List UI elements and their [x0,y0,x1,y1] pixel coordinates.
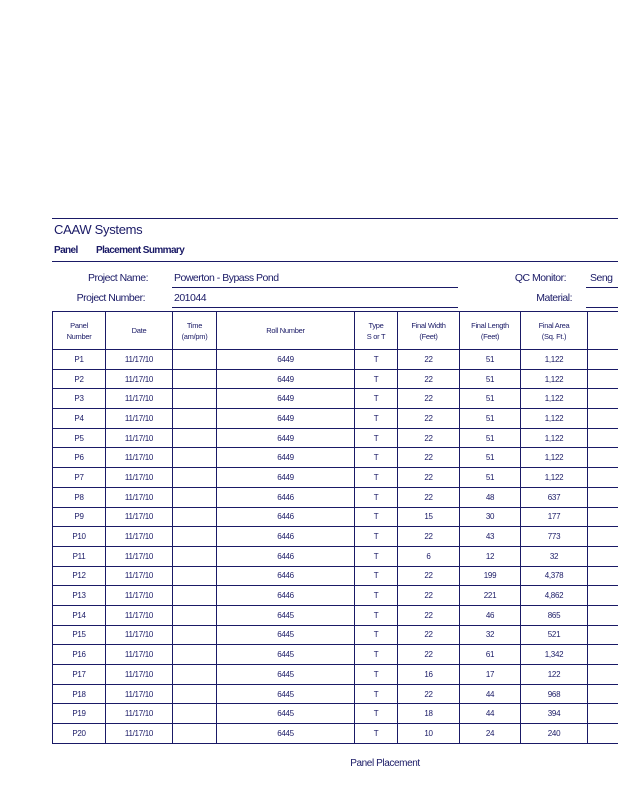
cell-extra [588,586,618,606]
cell-type: T [355,487,398,507]
cell-final-area: 1,122 [521,350,588,370]
cell-time [173,724,217,744]
table-row [53,724,618,744]
report-title [54,245,184,256]
cell-panel-number: P4 [53,409,106,429]
cell-type: T [355,389,398,409]
cell-final-width: 22 [398,350,460,370]
cell-date: 11/17/10 [106,507,173,527]
cell-time [173,625,217,645]
cell-time [173,704,217,724]
cell-final-area: 1,122 [521,428,588,448]
cell-roll-number: 6449 [217,468,355,488]
table-row [53,684,618,704]
cell-type: T [355,527,398,547]
cell-time [173,350,217,370]
cell-final-width: 22 [398,605,460,625]
cell-type: T [355,566,398,586]
cell-final-width: 22 [398,566,460,586]
cell-final-area: 773 [521,527,588,547]
cell-extra [588,566,618,586]
cell-type: T [355,605,398,625]
cell-roll-number: 6445 [217,605,355,625]
cell-time [173,428,217,448]
cell-time [173,468,217,488]
table-row [53,645,618,665]
cell-type: T [355,468,398,488]
column-header-final-width: Final Width (Feet) [398,312,460,350]
cell-extra [588,409,618,429]
cell-date: 11/17/10 [106,704,173,724]
cell-roll-number: 6446 [217,586,355,606]
cell-panel-number: P18 [53,684,106,704]
cell-date: 11/17/10 [106,468,173,488]
cell-date: 11/17/10 [106,625,173,645]
cell-final-length: 51 [460,409,521,429]
cell-panel-number: P10 [53,527,106,547]
project-number-underline [172,307,458,308]
cell-roll-number: 6446 [217,527,355,547]
column-header-final-length: Final Length (Feet) [460,312,521,350]
cell-date: 11/17/10 [106,586,173,606]
material-underline [586,307,618,308]
cell-panel-number: P5 [53,428,106,448]
cell-panel-number: P1 [53,350,106,370]
cell-final-area: 1,342 [521,645,588,665]
cell-time [173,586,217,606]
cell-panel-number: P20 [53,724,106,744]
qc-monitor-label: QC Monitor: [514,272,566,284]
cell-time [173,566,217,586]
title-divider [52,261,618,262]
cell-time [173,507,217,527]
project-number-label: Project Number: [76,292,145,304]
cell-date: 11/17/10 [106,369,173,389]
cell-final-length: 51 [460,468,521,488]
cell-type: T [355,724,398,744]
cell-final-area: 1,122 [521,389,588,409]
cell-roll-number: 6449 [217,448,355,468]
cell-date: 11/17/10 [106,724,173,744]
cell-final-width: 22 [398,684,460,704]
table-row [53,389,618,409]
cell-date: 11/17/10 [106,645,173,665]
table-row [53,369,618,389]
cell-final-width: 22 [398,389,460,409]
cell-final-area: 177 [521,507,588,527]
cell-final-area: 521 [521,625,588,645]
cell-roll-number: 6446 [217,487,355,507]
report-title-part2: Placement Summary [96,245,185,256]
column-header-date: Date [106,312,173,350]
cell-final-area: 240 [521,724,588,744]
report-title-part1: Panel [54,245,78,256]
table-body [53,350,618,744]
cell-extra [588,645,618,665]
cell-time [173,389,217,409]
cell-type: T [355,645,398,665]
cell-time [173,487,217,507]
qc-monitor-value: Seng [590,272,613,284]
cell-extra [588,625,618,645]
cell-date: 11/17/10 [106,605,173,625]
cell-type: T [355,665,398,685]
table-row [53,625,618,645]
cell-final-area: 865 [521,605,588,625]
cell-final-length: 17 [460,665,521,685]
cell-final-length: 46 [460,605,521,625]
cell-panel-number: P9 [53,507,106,527]
cell-time [173,409,217,429]
cell-final-area: 1,122 [521,409,588,429]
cell-final-area: 637 [521,487,588,507]
cell-final-length: 51 [460,428,521,448]
top-divider [52,218,618,219]
cell-time [173,448,217,468]
cell-panel-number: P8 [53,487,106,507]
table-row [53,546,618,566]
cell-type: T [355,448,398,468]
cell-roll-number: 6445 [217,684,355,704]
cell-final-width: 22 [398,625,460,645]
table-row [53,507,618,527]
cell-extra [588,665,618,685]
cell-panel-number: P19 [53,704,106,724]
cell-final-area: 122 [521,665,588,685]
cell-time [173,369,217,389]
cell-roll-number: 6449 [217,389,355,409]
project-number-value: 201044 [174,292,207,304]
cell-panel-number: P14 [53,605,106,625]
cell-type: T [355,546,398,566]
cell-type: T [355,625,398,645]
company-name: CAAW Systems [54,222,143,237]
cell-final-width: 10 [398,724,460,744]
cell-panel-number: P3 [53,389,106,409]
cell-type: T [355,409,398,429]
cell-roll-number: 6449 [217,409,355,429]
cell-extra [588,350,618,370]
cell-roll-number: 6445 [217,724,355,744]
cell-time [173,546,217,566]
column-header-time: Time (am/pm) [173,312,217,350]
table-row [53,605,618,625]
cell-roll-number: 6445 [217,645,355,665]
cell-final-length: 12 [460,546,521,566]
cell-time [173,684,217,704]
cell-final-area: 1,122 [521,369,588,389]
cell-extra [588,507,618,527]
cell-type: T [355,428,398,448]
cell-date: 11/17/10 [106,350,173,370]
cell-panel-number: P16 [53,645,106,665]
cell-panel-number: P2 [53,369,106,389]
cell-final-width: 18 [398,704,460,724]
table-row [53,566,618,586]
cell-panel-number: P12 [53,566,106,586]
cell-final-area: 4,862 [521,586,588,606]
column-header-type: Type S or T [355,312,398,350]
cell-extra [588,527,618,547]
project-name-label: Project Name: [87,272,148,284]
cell-final-length: 61 [460,645,521,665]
cell-final-area: 394 [521,704,588,724]
table-row [53,350,618,370]
cell-panel-number: P13 [53,586,106,606]
table-row [53,448,618,468]
cell-final-width: 6 [398,546,460,566]
cell-extra [588,389,618,409]
table-row [53,409,618,429]
cell-final-area: 968 [521,684,588,704]
table-row [53,487,618,507]
cell-final-width: 22 [398,428,460,448]
cell-final-width: 22 [398,527,460,547]
cell-panel-number: P11 [53,546,106,566]
table-row [53,586,618,606]
cell-date: 11/17/10 [106,546,173,566]
cell-extra [588,468,618,488]
cell-final-length: 44 [460,704,521,724]
cell-extra [588,428,618,448]
cell-type: T [355,586,398,606]
cell-date: 11/17/10 [106,409,173,429]
cell-roll-number: 6446 [217,546,355,566]
cell-final-width: 15 [398,507,460,527]
table-row [53,468,618,488]
cell-panel-number: P17 [53,665,106,685]
cell-final-width: 22 [398,645,460,665]
cell-date: 11/17/10 [106,487,173,507]
cell-final-length: 51 [460,369,521,389]
cell-final-width: 22 [398,448,460,468]
cell-time [173,665,217,685]
cell-final-length: 43 [460,527,521,547]
cell-final-width: 22 [398,468,460,488]
table-row [53,704,618,724]
cell-date: 11/17/10 [106,566,173,586]
cell-roll-number: 6449 [217,350,355,370]
cell-roll-number: 6445 [217,625,355,645]
project-name-value: Powerton - Bypass Pond [174,272,279,284]
qc-monitor-underline [586,287,618,288]
cell-time [173,527,217,547]
cell-type: T [355,350,398,370]
cell-final-length: 32 [460,625,521,645]
cell-roll-number: 6445 [217,665,355,685]
cell-roll-number: 6446 [217,507,355,527]
cell-roll-number: 6446 [217,566,355,586]
cell-final-length: 30 [460,507,521,527]
panel-placement-table [52,311,618,744]
cell-final-length: 199 [460,566,521,586]
cell-final-length: 221 [460,586,521,606]
cell-extra [588,684,618,704]
cell-final-length: 51 [460,448,521,468]
project-name-underline [172,287,458,288]
cell-type: T [355,369,398,389]
cell-extra [588,605,618,625]
cell-date: 11/17/10 [106,527,173,547]
cell-type: T [355,684,398,704]
cell-extra [588,369,618,389]
cell-final-area: 32 [521,546,588,566]
cell-type: T [355,507,398,527]
cell-date: 11/17/10 [106,389,173,409]
cell-time [173,605,217,625]
cell-final-length: 51 [460,389,521,409]
cell-final-width: 22 [398,487,460,507]
cell-date: 11/17/10 [106,665,173,685]
cell-roll-number: 6449 [217,428,355,448]
cell-extra [588,448,618,468]
table-row [53,428,618,448]
cell-final-area: 1,122 [521,448,588,468]
cell-final-area: 4,378 [521,566,588,586]
column-header-final-area: Final Area (Sq. Ft.) [521,312,588,350]
material-label: Material: [536,292,572,304]
cell-panel-number: P7 [53,468,106,488]
cell-extra [588,546,618,566]
cell-roll-number: 6445 [217,704,355,724]
cell-time [173,645,217,665]
cell-extra [588,724,618,744]
cell-type: T [355,704,398,724]
cell-roll-number: 6449 [217,369,355,389]
cell-final-area: 1,122 [521,468,588,488]
cell-final-length: 24 [460,724,521,744]
table-header-row [53,312,618,350]
cell-date: 11/17/10 [106,428,173,448]
column-header-panel-number: Panel Number [53,312,106,350]
cell-final-width: 22 [398,369,460,389]
cell-panel-number: P15 [53,625,106,645]
cell-extra [588,704,618,724]
table-row [53,665,618,685]
cell-final-width: 16 [398,665,460,685]
cell-panel-number: P6 [53,448,106,468]
cell-final-length: 44 [460,684,521,704]
cell-final-length: 48 [460,487,521,507]
column-header-extra [588,312,618,350]
cell-extra [588,487,618,507]
column-header-roll-number: Roll Number [217,312,355,350]
cell-final-width: 22 [398,586,460,606]
footer-label: Panel Placement [350,758,420,769]
cell-date: 11/17/10 [106,684,173,704]
table-row [53,527,618,547]
cell-date: 11/17/10 [106,448,173,468]
cell-final-length: 51 [460,350,521,370]
cell-final-width: 22 [398,409,460,429]
